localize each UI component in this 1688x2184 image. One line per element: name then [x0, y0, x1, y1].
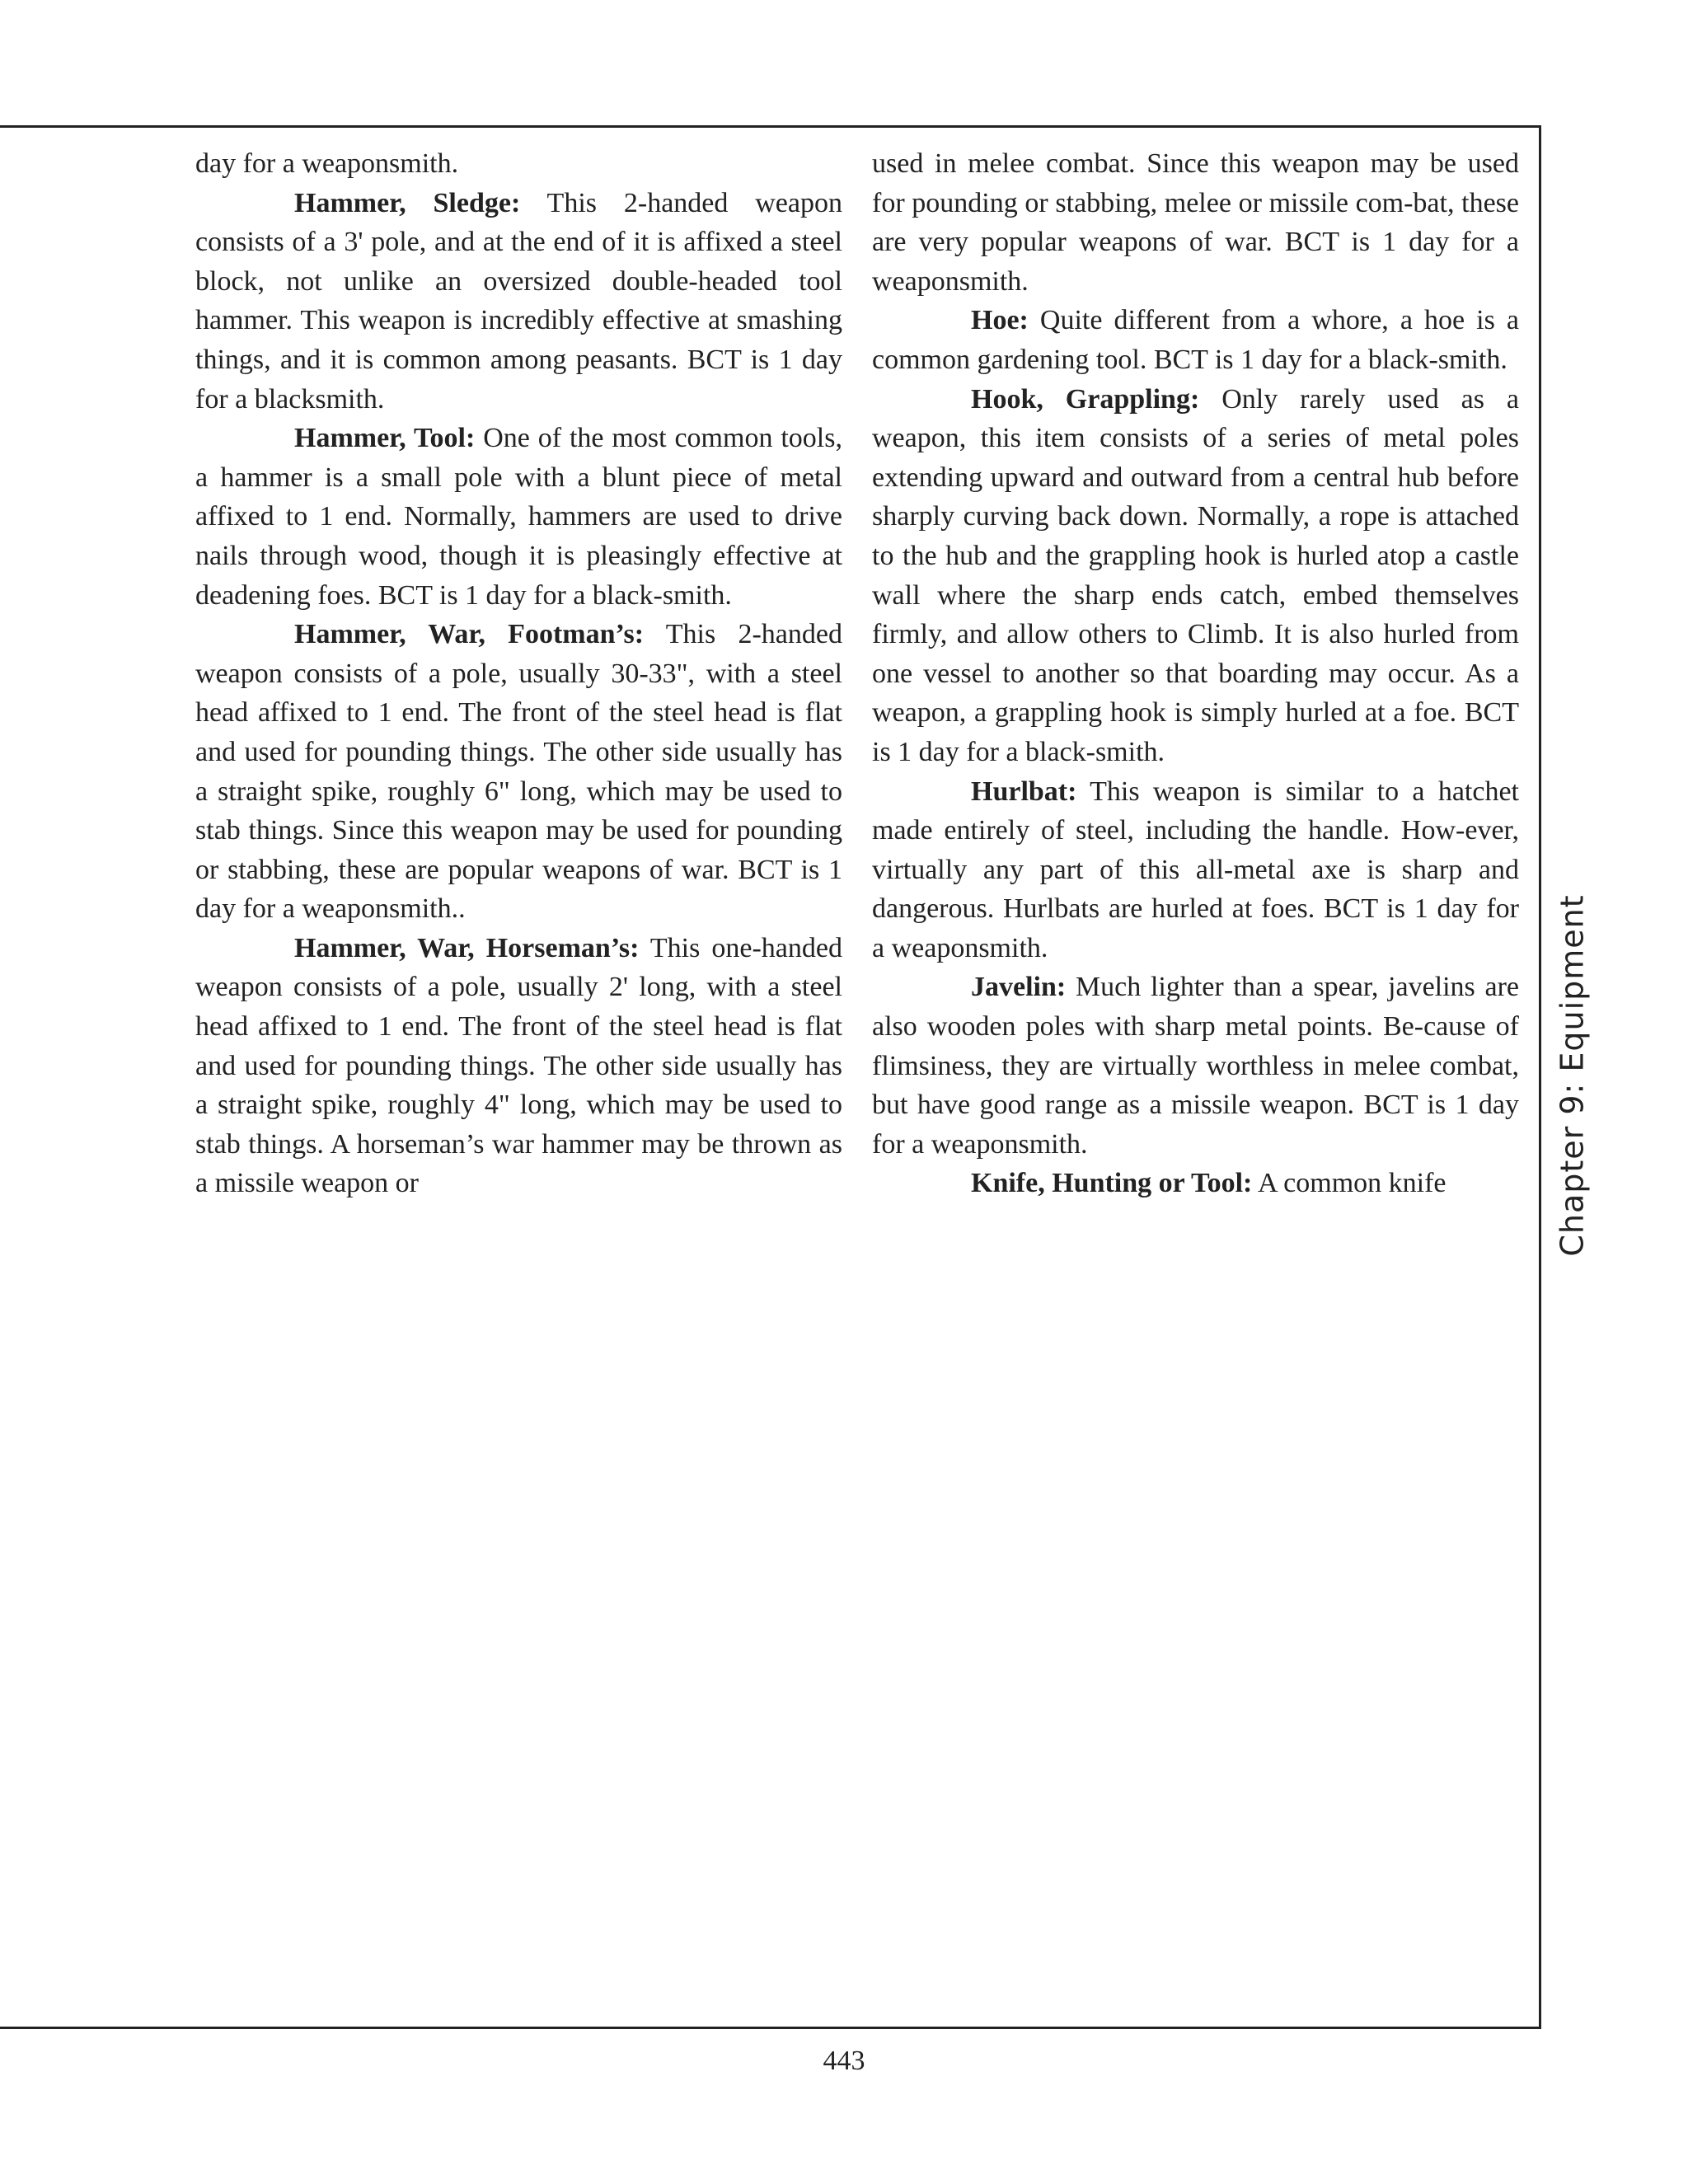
paragraph-continuation: [872, 144, 1519, 301]
entry-term: Knife, Hunting or Tool:: [971, 1168, 1253, 1199]
entry-hammer-war-footmans: [195, 615, 842, 929]
entry-hammer-tool: [195, 419, 842, 615]
entry-text: This one-handed weapon consists of a pole, usually 2' long, with a steel head affixed to 1 end. The front of the steel head is flat and used for pounding things. The other side usually has a straight spike, roughly 4" long, which may be used to stab things. A horseman’s war hammer may be thrown as a missile weapon or: [195, 932, 842, 1199]
entry-term: Hammer, Sledge:: [294, 187, 521, 218]
entry-text: One of the most common tools, a hammer is a small pole with a blunt piece of metal affixed to 1 end. Normally, hammers are used to drive nails through wood, though it is pleasingly effective at deadening foes. BCT is 1 day for a black-smith.: [195, 423, 842, 611]
entry-term: Hammer, War, Footman’s:: [294, 619, 645, 650]
entry-term: Hurlbat:: [971, 776, 1077, 807]
chapter-side-label: [1548, 894, 1597, 1257]
entry-term: Javelin:: [971, 972, 1067, 1003]
entry-knife-hunting-or-tool: [872, 1164, 1519, 1203]
entry-text: A common knife: [1252, 1168, 1447, 1199]
right-column: [872, 144, 1519, 1203]
entry-term: Hoe:: [971, 305, 1029, 336]
entry-text: This 2-handed weapon consists of a 3' pole, and at the end of it is affixed a steel block, not unlike an oversized double-headed tool hammer. This weapon is incredibly effective at smashing things, and it is common among peasants. BCT is 1 day for a blacksmith.: [195, 187, 842, 415]
entry-text: This 2-handed weapon consists of a pole, usually 30-33", with a steel head affixed to 1 end. The front of the steel head is flat and used for pounding things. The other side usually has a straight spike, roughly 6" long, which may be used to stab things. Since this weapon may be used for pounding or stabbing, these are popular weapons of war. BCT is 1 day for a weaponsmith..: [195, 619, 842, 925]
entry-text: This weapon is similar to a hatchet made entirely of steel, including the handle. How-ever, virtually any part of this all-metal axe is sharp and dangerous. Hurlbats are hurled at foes. BCT is 1 day for a weaponsmith.: [872, 776, 1519, 963]
entry-text: Quite different from a whore, a hoe is a common gardening tool. BCT is 1 day for a black-smith.: [872, 305, 1519, 375]
page-number: 443: [823, 2046, 865, 2076]
left-column: [195, 144, 842, 1203]
chapter-title: Chapter 9: Equipment: [1554, 894, 1591, 1257]
entry-term: Hammer, Tool:: [294, 423, 476, 454]
entry-text: Only rarely used as a weapon, this item consists of a series of metal poles extending upward and outward from a central hub before sharply curving back down. Normally, a rope is attached to the hub and the grappling hook is hurled atop a castle wall where the sharp ends catch, embed themselves firmly, and allow others to Climb. It is also hurled from one vessel to another so that boarding may occur. As a weapon, a grappling hook is simply hurled at a foe. BCT is 1 day for a black-smith.: [872, 383, 1519, 767]
paragraph-text: used in melee combat. Since this weapon may be used for pounding or stabbing, melee or missile com-bat, these are very popular weapons of war. BCT is 1 day for a weaponsmith.: [872, 148, 1519, 297]
entry-hook-grappling: [872, 380, 1519, 772]
entry-hammer-sledge: [195, 184, 842, 419]
entry-term: Hook, Grappling:: [971, 383, 1200, 415]
paragraph-continuation: [195, 144, 842, 184]
entry-text: Much lighter than a spear, javelins are also wooden poles with sharp metal points. Be-cause of flimsiness, they are virtually worthless in melee combat, but have good range as a missile weapon. BCT is 1 day for a weaponsmith.: [872, 972, 1519, 1160]
entry-hammer-war-horsemans: [195, 929, 842, 1203]
entry-term: Hammer, War, Horseman’s:: [294, 932, 640, 963]
paragraph-text: day for a weaponsmith.: [195, 148, 459, 179]
entry-hurlbat: [872, 772, 1519, 968]
entry-javelin: [872, 968, 1519, 1164]
entry-hoe: [872, 301, 1519, 379]
